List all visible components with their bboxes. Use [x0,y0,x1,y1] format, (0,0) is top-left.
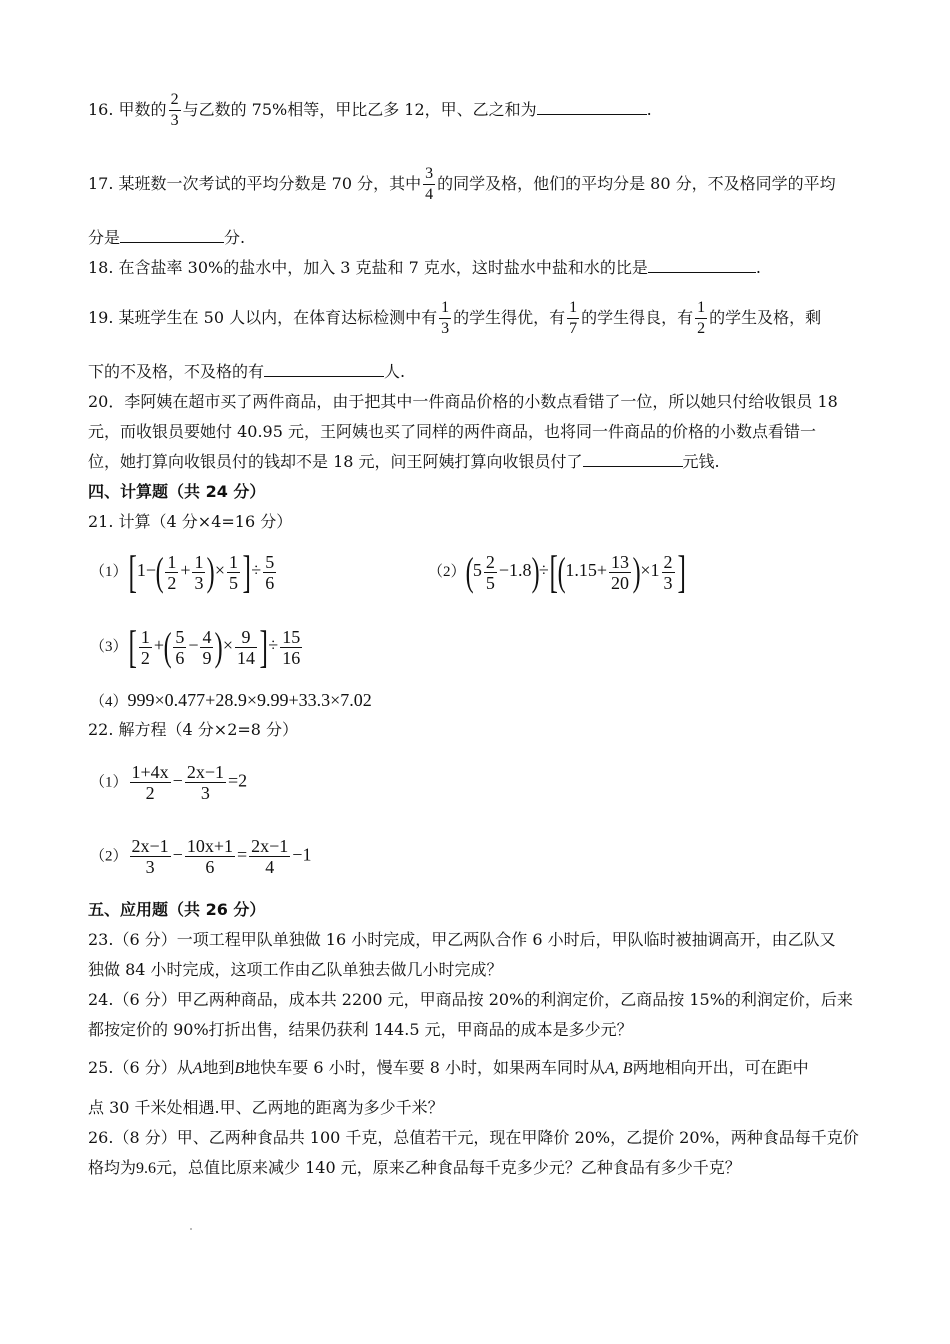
question-19-cont: 下的不及格，不及格的有 人. [88,362,406,381]
question-23-line2: 独做 84 小时完成，这项工作由乙队单独去做几小时完成？ [88,960,503,979]
question-19: 19. 某班学生在 50 人以内，在体育达标检测中有 $\frac{1}{3}$ 的学生得优，有 $\frac{1}{7}$ 的学生得良，有 $\frac{1}{2}$ 的学生及格，剩 [88,299,822,337]
question-20-line3: 位，她打算向收银员付的钱却不是 18 元，问王阿姨打算向收银员付了 元钱. [88,452,720,471]
calc-21-4: （4）999×0.477+28.9×9.99+33.3×7.02 [90,690,372,710]
question-21-title: 21. 计算（4 分×4=16 分） [88,512,293,531]
question-17-cont: 分是 分. [88,228,246,247]
question-20-line1: 20．李阿姨在超市买了两件商品，由于把其中一件商品价格的小数点看错了一位，所以她只付给收银员 18 [88,392,838,411]
question-22-title: 22. 解方程（4 分×2=8 分） [88,720,299,739]
answer-blank[interactable] [648,258,756,273]
fraction: $\frac{1}{7}$ [569,299,578,337]
question-23-line1: 23.（6 分）一项工程甲队单独做 16 小时完成，甲乙两队合作 6 小时后，甲队临时被抽调高开，由乙队又 [88,930,836,949]
question-26-line1: 26.（8 分）甲、乙两种食品共 100 千克，总值若干元，现在甲降价 20%，乙提价 20%，两种食品每千克价 [88,1128,859,1147]
question-25-line1: 25.（6 分）从A地到B地快车要 6 小时，慢车要 8 小时，如果两车同时从A, B两地相向开出，可在距中 [88,1058,809,1077]
question-25-line2: 点 30 千米处相遇.甲、乙两地的距离为多少千米？ [88,1098,444,1117]
question-20-line2: 元，而收银员要她付 40.95 元，王阿姨也买了同样的两件商品，也将同一件商品的价格的小数点看错一 [88,422,816,441]
answer-blank[interactable] [264,362,384,377]
section-5-title: 五、应用题（共 26 分） [88,900,266,919]
equation-22-1: （1） $\frac{1+4x}{2}$ − $\frac{2x-1}{3}$ =2 [90,762,248,803]
section-4-title: 四、计算题（共 24 分） [88,482,266,501]
question-17: 17. 某班数一次考试的平均分数是 70 分，其中 $\frac{3}{4}$ 的同学及格，他们的平均分是 80 分，不及格同学的平均 [88,165,836,203]
equation-22-2: （2） $\frac{2x-1}{3}$ − $\frac{10x+1}{6}$ = $\frac{2x-1}{4}$ −1 [90,836,312,877]
answer-blank[interactable] [583,452,683,467]
question-16: 16. 甲数的 $\frac{2}{3}$ 与乙数的 75%相等，甲比乙多 12，甲、乙之和为 . [88,91,652,129]
answer-blank[interactable] [537,100,647,115]
answer-blank[interactable] [120,228,224,243]
question-26-line2: 格均为9.6元，总值比原来减少 140 元，原来乙种食品每千克多少元？乙种食品有多少千克？ [88,1158,741,1177]
calc-21-2: （2）(5 $\frac{2}{5}$ −1.8)÷[(1.15+ $\frac{13}{20}$ )×1 $\frac{2}{3}$ ] [428,546,686,597]
question-18: 18. 在含盐率 30%的盐水中，加入 3 克盐和 7 克水，这时盐水中盐和水的比是 . [88,258,761,277]
fraction: $\frac{1}{3}$ [441,299,450,337]
stray-mark [190,1228,192,1230]
question-24-line1: 24.（6 分）甲乙两种商品，成本共 2200 元，甲商品按 20%的利润定价，乙商品按 15%的利润定价，后来 [88,990,853,1009]
fraction: $\frac{3}{4}$ [425,165,434,203]
calc-21-1: （1）[1−( $\frac{1}{2}$ + $\frac{1}{3}$ )× $\frac{1}{5}$ ]÷ $\frac{5}{6}$ [90,546,275,597]
question-24-line2: 都按定价的 90%打折出售，结果仍获利 144.5 元，甲商品的成本是多少元？ [88,1020,633,1039]
fraction: $\frac{2}{3}$ [170,91,179,129]
fraction: $\frac{1}{2}$ [697,299,706,337]
calc-21-3: （3）[ $\frac{1}{2}$ +( $\frac{5}{6}$ − $\frac{4}{9}$ )× $\frac{9}{14}$ ]÷ $\frac{15}{16}$ [90,621,301,672]
